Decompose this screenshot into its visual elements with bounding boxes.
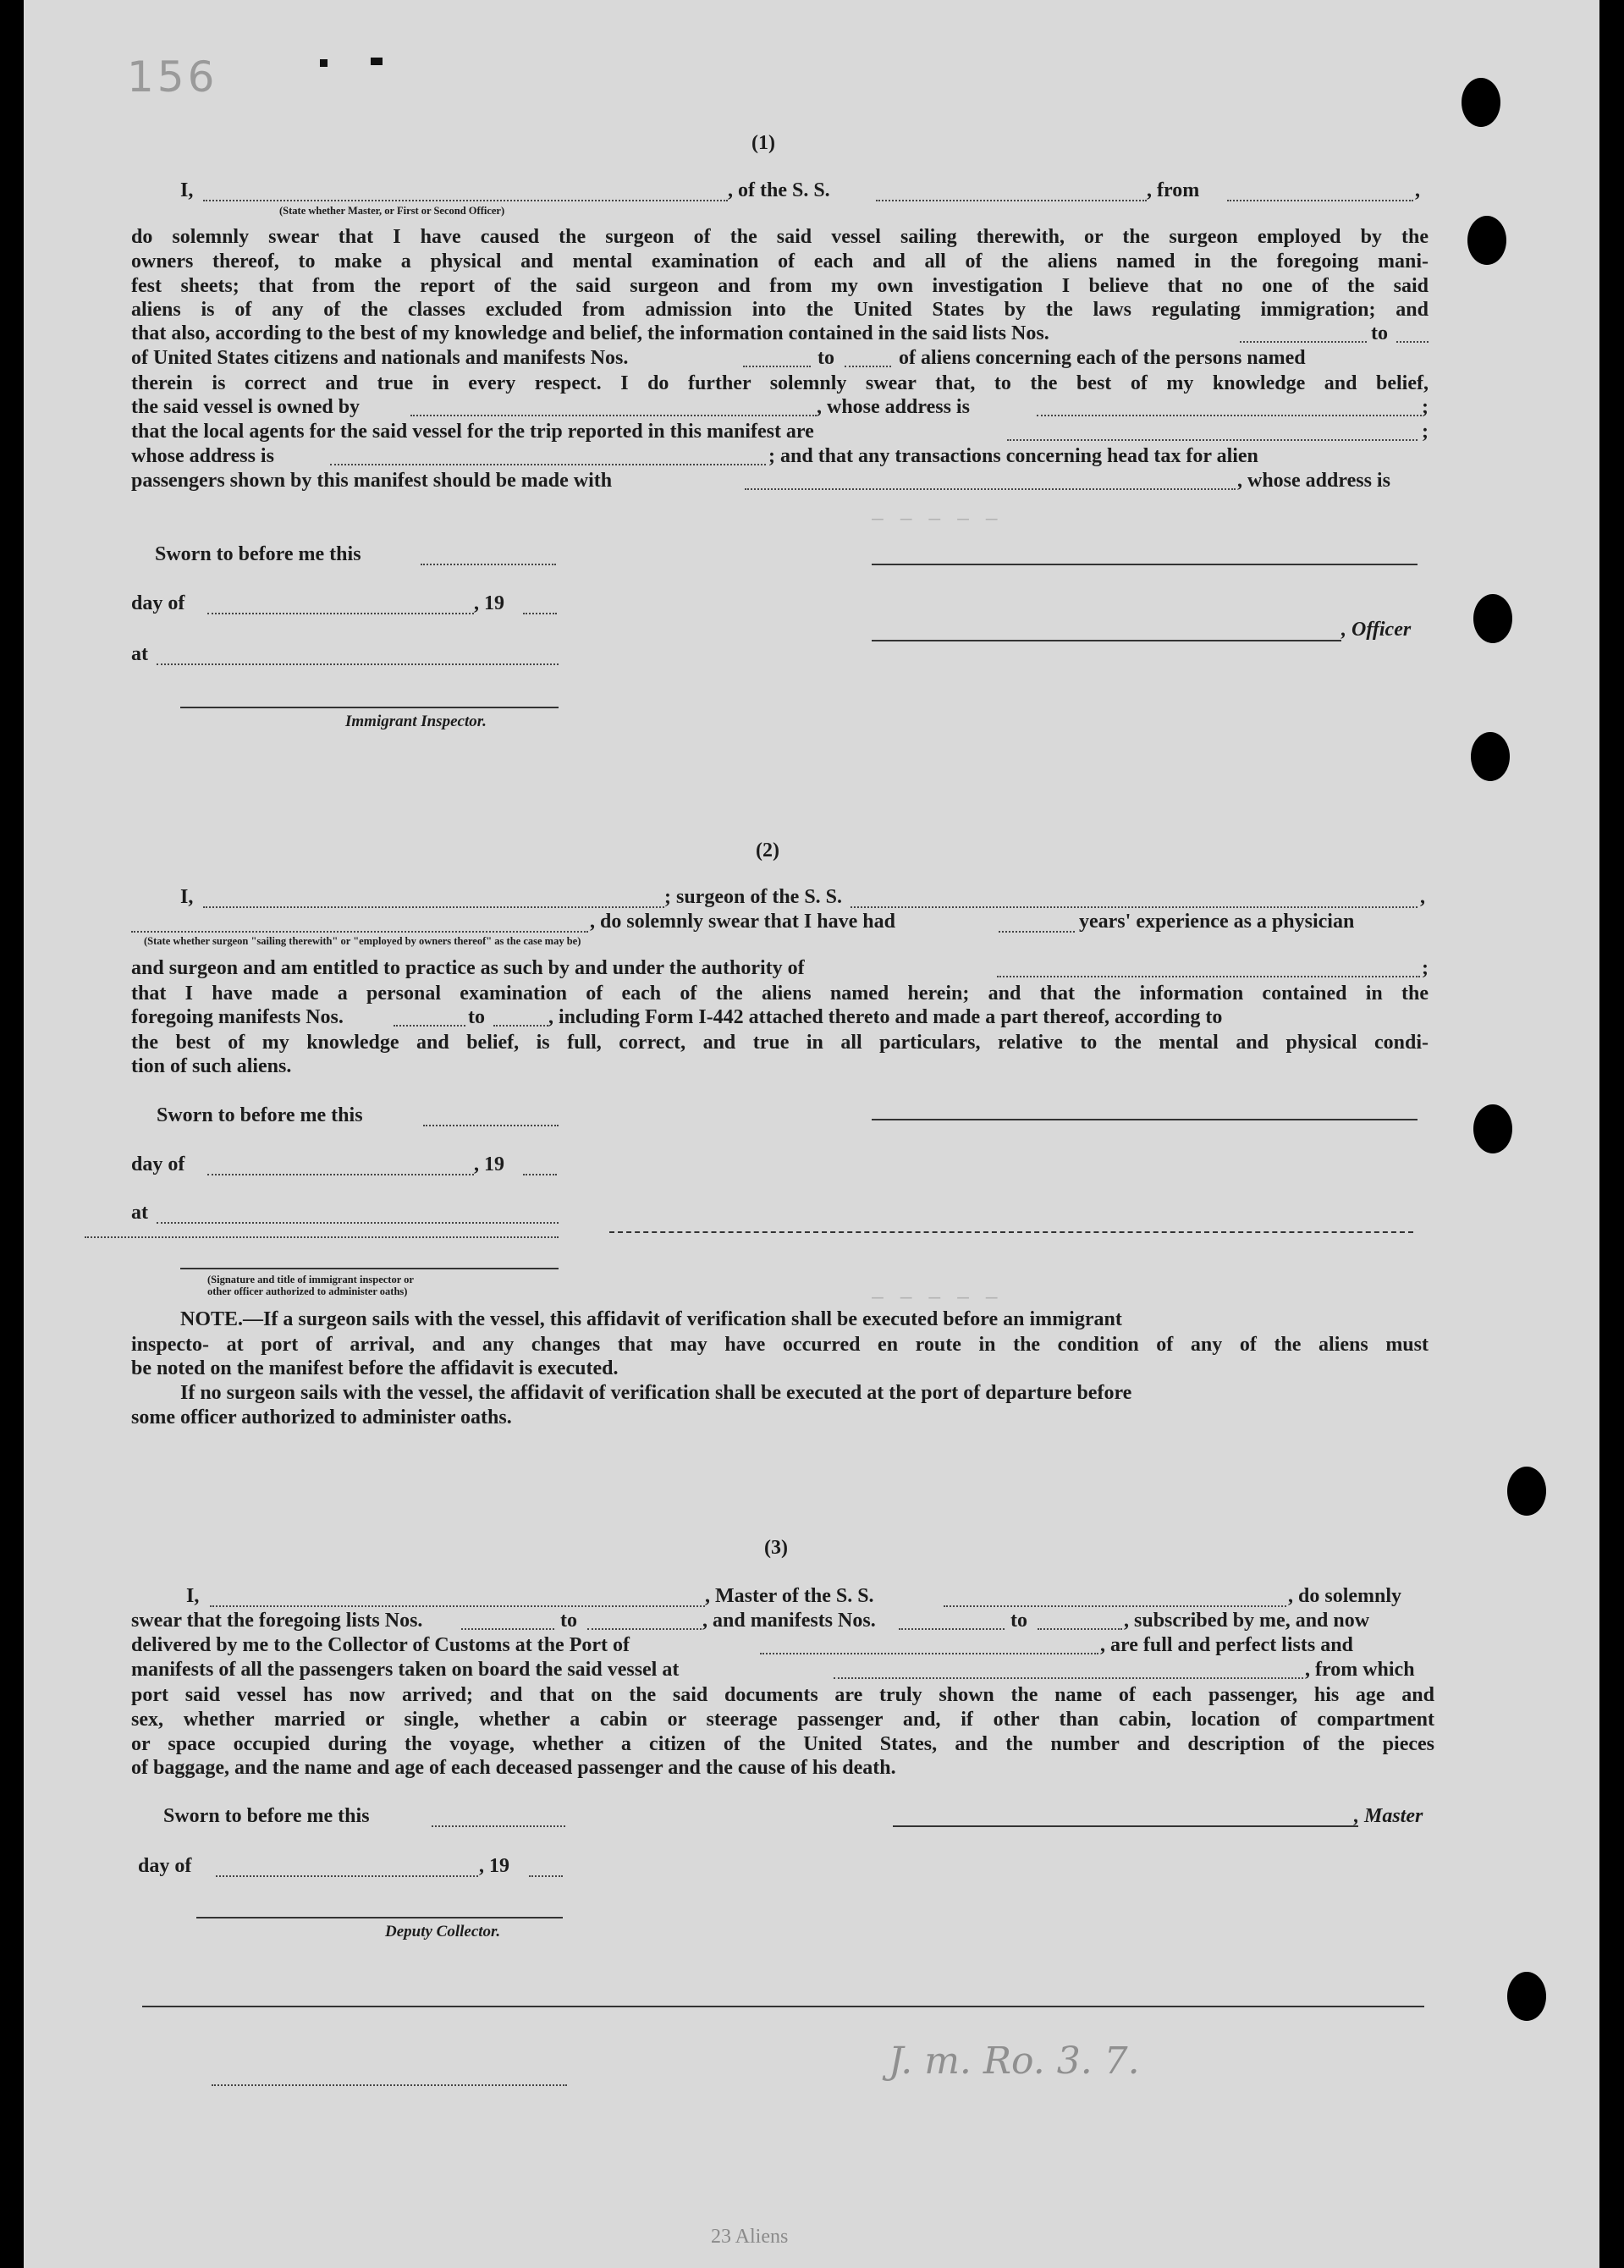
blank-line bbox=[330, 464, 766, 465]
form-text: whose address is bbox=[131, 445, 274, 467]
form-text: the said vessel is owned by bbox=[131, 396, 361, 418]
officer-signature-line bbox=[872, 564, 1418, 565]
page-number: 156 bbox=[127, 52, 218, 102]
form-text: Sworn to before me this bbox=[157, 1104, 363, 1126]
binder-hole bbox=[1507, 1972, 1546, 2021]
form-text: foregoing manifests Nos. bbox=[131, 1006, 344, 1028]
blank-line bbox=[587, 1628, 702, 1630]
page-footer: 23 Aliens bbox=[711, 2226, 789, 2248]
blank-line bbox=[1007, 439, 1418, 441]
bleed-through-text: — — — — — bbox=[872, 1286, 1000, 1308]
form-text: and surgeon and am entitled to practice as such by and under the authority of bbox=[131, 957, 805, 979]
note-text: NOTE.—If a surgeon sails with the vessel, this affidavit of verification shall be executed before an immigrant bbox=[180, 1308, 1122, 1330]
blank-line bbox=[523, 613, 557, 614]
form-text: , bbox=[1420, 886, 1425, 908]
blank-line bbox=[157, 663, 559, 665]
blank-line bbox=[899, 1628, 1005, 1630]
affidavit-paragraph bbox=[131, 1031, 1429, 1055]
ink-mark bbox=[371, 58, 383, 65]
form-text: day of bbox=[138, 1855, 192, 1877]
divider-line bbox=[142, 2006, 1424, 2007]
ink-mark bbox=[320, 59, 328, 67]
form-text: to bbox=[1371, 322, 1388, 344]
blank-line bbox=[131, 931, 588, 933]
paragraph-line: that I have made a personal examination of each of the aliens named herein; and that the information contained in the bbox=[131, 983, 1429, 1005]
blank-line bbox=[432, 1825, 565, 1827]
form-text: at bbox=[131, 643, 148, 665]
officer-signature-line bbox=[872, 640, 1341, 641]
form-text: , whose address is bbox=[817, 396, 970, 418]
form-text: ; and that any transactions concerning head tax for alien bbox=[768, 445, 1258, 467]
blank-line bbox=[410, 415, 817, 416]
blank-line bbox=[760, 1653, 1098, 1654]
form-text: , Master of the S. S. bbox=[705, 1585, 874, 1607]
officer-signature-line bbox=[609, 1231, 1413, 1233]
form-text: years' experience as a physician bbox=[1079, 911, 1355, 933]
form-text: , of the S. S. bbox=[728, 179, 830, 201]
blank-line bbox=[944, 1605, 1286, 1607]
affidavit-paragraph bbox=[131, 372, 1429, 396]
binder-hole bbox=[1467, 216, 1506, 265]
binder-hole bbox=[1462, 78, 1500, 127]
blank-line bbox=[157, 1222, 559, 1224]
paragraph-line: owners thereof, to make a physical and mental examination of each and all of the aliens named in the foregoing mani- bbox=[131, 250, 1429, 272]
note-paragraph bbox=[131, 1333, 1429, 1357]
blank-line bbox=[523, 1174, 557, 1175]
blank-line bbox=[394, 1025, 465, 1027]
section-number: (3) bbox=[764, 1537, 788, 1559]
blank-line bbox=[1037, 415, 1422, 416]
blank-line bbox=[834, 1677, 1303, 1679]
paragraph-line: inspecto- at port of arrival, and any changes that may have occurred en route in the condition of any of the aliens must bbox=[131, 1334, 1429, 1356]
form-text: , including Form I-442 attached thereto and made a part thereof, according to bbox=[548, 1006, 1223, 1028]
form-text: Sworn to before me this bbox=[163, 1805, 370, 1827]
form-text: , do solemnly swear that I have had bbox=[590, 911, 895, 933]
blank-line bbox=[876, 200, 1147, 201]
signature-caption: (Signature and title of immigrant inspector or bbox=[207, 1274, 414, 1285]
form-note: (State whether Master, or First or Second Officer) bbox=[279, 205, 505, 217]
form-text: , whose address is bbox=[1237, 470, 1390, 492]
form-text: to bbox=[1010, 1610, 1027, 1632]
blank-line bbox=[203, 200, 728, 201]
form-text: , do solemnly bbox=[1288, 1585, 1402, 1607]
blank-line bbox=[493, 1025, 548, 1027]
bleed-through-text: — — — — — bbox=[872, 508, 1000, 530]
form-text: I, bbox=[180, 179, 194, 201]
blank-line bbox=[203, 906, 664, 908]
form-text: , from which bbox=[1305, 1659, 1415, 1681]
form-text: Sworn to before me this bbox=[155, 543, 361, 565]
form-text: I, bbox=[180, 886, 194, 908]
form-text: that the local agents for the said vessel for the trip reported in this manifest are bbox=[131, 421, 814, 443]
blank-line bbox=[999, 931, 1075, 933]
officer-label: , Officer bbox=[1341, 619, 1412, 641]
note-text: be noted on the manifest before the affidavit is executed. bbox=[131, 1357, 619, 1379]
paragraph-line: or space occupied during the voyage, whether a citizen of the United States, and the number and description of the pieces bbox=[131, 1732, 1434, 1755]
blank-line bbox=[207, 613, 474, 614]
blank-line bbox=[529, 1875, 563, 1877]
form-text: , bbox=[1415, 179, 1420, 201]
signature-caption: other officer authorized to administer oaths) bbox=[207, 1285, 408, 1297]
blank-line bbox=[851, 906, 1418, 908]
collector-signature-line bbox=[196, 1917, 563, 1918]
page-corner bbox=[1600, 0, 1624, 51]
paragraph-line: aliens is of any of the classes excluded from admission into the United States by the laws regulating immigration; and bbox=[131, 299, 1429, 322]
blank-line bbox=[216, 1875, 478, 1877]
master-label: , Master bbox=[1354, 1805, 1423, 1827]
form-text: , subscribed by me, and now bbox=[1124, 1610, 1370, 1632]
form-text: that also, according to the best of my knowledge and belief, the information contained in the said lists Nos. bbox=[131, 322, 1049, 344]
binder-hole bbox=[1473, 1104, 1512, 1153]
affidavit-paragraph bbox=[131, 1683, 1434, 1756]
form-text: , 19 bbox=[479, 1855, 509, 1877]
form-text: delivered by me to the Collector of Customs at the Port of bbox=[131, 1634, 630, 1656]
note-text: some officer authorized to administer oaths. bbox=[131, 1406, 512, 1429]
handwritten-signature: J. m. Ro. 3. 7. bbox=[889, 2040, 1140, 2083]
form-text: of United States citizens and nationals and manifests Nos. bbox=[131, 347, 629, 369]
blank-line bbox=[207, 1174, 474, 1175]
blank-line bbox=[1038, 1628, 1122, 1630]
binder-hole bbox=[1507, 1467, 1546, 1516]
blank-line bbox=[997, 976, 1420, 977]
paragraph-line: port said vessel has now arrived; and that on the said documents are truly shown the name of each passenger, his age and bbox=[131, 1684, 1434, 1706]
form-text: day of bbox=[131, 1153, 185, 1175]
officer-signature-line bbox=[872, 1119, 1418, 1120]
form-text: passengers shown by this manifest should be made with bbox=[131, 470, 613, 492]
form-text: , from bbox=[1147, 179, 1200, 201]
form-text: , 19 bbox=[474, 592, 504, 614]
paragraph-line: fest sheets; that from the report of the said surgeon and from my own investigation I believe that no one of the said bbox=[131, 274, 1429, 297]
form-text: , 19 bbox=[474, 1153, 504, 1175]
blank-line bbox=[845, 366, 891, 367]
form-text: ; surgeon of the S. S. bbox=[664, 886, 843, 908]
form-text: ; bbox=[1422, 396, 1429, 418]
form-text: swear that the foregoing lists Nos. bbox=[131, 1610, 423, 1632]
master-signature-line bbox=[893, 1825, 1358, 1827]
signature-caption: Deputy Collector. bbox=[385, 1923, 501, 1940]
form-text: ; bbox=[1422, 957, 1429, 979]
inspector-signature-line bbox=[180, 1268, 559, 1269]
blank-line bbox=[210, 1605, 705, 1607]
form-text: manifests of all the passengers taken on board the said vessel at bbox=[131, 1659, 680, 1681]
blank-line bbox=[212, 2084, 567, 2086]
form-note: (State whether surgeon "sailing therewith" or "employed by owners thereof" as the case may be) bbox=[144, 935, 581, 947]
blank-line bbox=[743, 366, 811, 367]
form-text: day of bbox=[131, 592, 185, 614]
form-text: ; bbox=[1422, 421, 1429, 443]
form-text: to bbox=[560, 1610, 577, 1632]
form-text: I, bbox=[186, 1585, 200, 1607]
form-text: at bbox=[131, 1202, 148, 1224]
section-number: (1) bbox=[751, 132, 775, 154]
paragraph-line: sex, whether married or single, whether a cabin or steerage passenger and, if other than cabin, location of compartment bbox=[131, 1708, 1434, 1731]
form-text: , are full and perfect lists and bbox=[1100, 1634, 1353, 1656]
blank-line bbox=[461, 1628, 554, 1630]
blank-line bbox=[421, 564, 556, 565]
paragraph-line: therein is correct and true in every respect. I do further solemnly swear that, to the best of my knowledge and belief, bbox=[131, 372, 1429, 394]
form-text: tion of such aliens. bbox=[131, 1055, 292, 1077]
signature-caption: Immigrant Inspector. bbox=[345, 713, 487, 730]
form-text: to bbox=[468, 1006, 485, 1028]
blank-line bbox=[1240, 341, 1367, 343]
section-number: (2) bbox=[756, 839, 779, 862]
blank-line bbox=[1227, 200, 1413, 201]
binder-hole bbox=[1471, 732, 1510, 781]
inspector-signature-line bbox=[180, 707, 559, 708]
binder-hole bbox=[1473, 594, 1512, 643]
note-text: If no surgeon sails with the vessel, the affidavit of verification shall be executed at the port of departure before bbox=[180, 1382, 1132, 1404]
blank-line bbox=[85, 1236, 559, 1238]
blank-line bbox=[423, 1125, 559, 1126]
form-text: of aliens concerning each of the persons named bbox=[899, 347, 1306, 369]
paragraph-line: the best of my knowledge and belief, is full, correct, and true in all particulars, relative to the mental and physical condi- bbox=[131, 1032, 1429, 1054]
paragraph-line: do solemnly swear that I have caused the surgeon of the said vessel sailing therewith, or the surgeon employed by the bbox=[131, 226, 1429, 248]
affidavit-paragraph bbox=[131, 225, 1429, 322]
blank-line bbox=[745, 488, 1236, 490]
blank-line bbox=[1396, 341, 1429, 343]
affidavit-paragraph bbox=[131, 982, 1429, 1006]
form-text: , and manifests Nos. bbox=[702, 1610, 876, 1632]
form-text: to bbox=[818, 347, 834, 369]
form-text: of baggage, and the name and age of each deceased passenger and the cause of his death. bbox=[131, 1757, 896, 1779]
